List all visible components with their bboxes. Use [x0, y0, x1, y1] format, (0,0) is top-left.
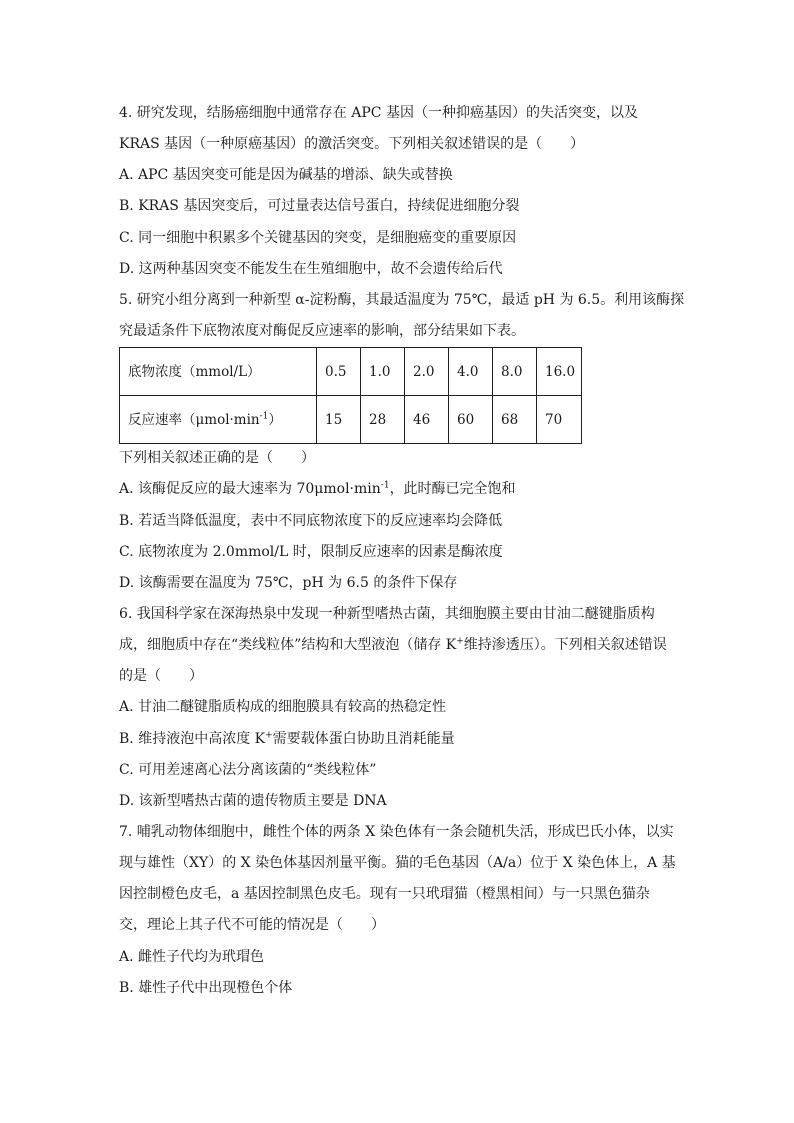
q5-option-b: B. 若适当降低温度，表中不同底物浓度下的反应速率均会降低 [119, 513, 503, 529]
q6-option-b-text: B. 维持液泡中高浓度 K [119, 731, 266, 747]
q5-option-c: C. 底物浓度为 2.0mmol/L 时，限制反应速率的因素是酶浓度 [119, 544, 503, 560]
q4-stem-line-2: KRAS 基因（一种原癌基因）的激活突变。下列相关叙述错误的是（ ） [119, 136, 585, 152]
rate-label-close: ） [268, 411, 282, 428]
q6-stem-line-3: 的是（ ） [119, 668, 203, 684]
q6-option-b-sup: + [265, 730, 273, 741]
table-cell: 68 [493, 396, 537, 444]
table-header-substrate: 底物浓度（mmol/L） [120, 348, 317, 396]
table-cell: 15 [317, 396, 361, 444]
q6-line2-tail: 维持渗透压）。下列相关叙述错误 [463, 637, 667, 653]
table-row [120, 348, 582, 396]
table-header-rate [120, 396, 317, 444]
table-cell: 1.0 [361, 348, 405, 396]
q6-option-d: D. 该新型嗜热古菌的遗传物质主要是 DNA [119, 793, 387, 809]
table-cell: 8.0 [493, 348, 537, 396]
q5-data-table [119, 347, 582, 444]
table-cell: 2.0 [405, 348, 449, 396]
rate-label-sup: -1 [259, 411, 269, 421]
q5-option-a-text: A. 该酶促反应的最大速率为 70μmol·min [119, 481, 381, 497]
q4-option-c: C. 同一细胞中积累多个关键基因的突变，是细胞癌变的重要原因 [119, 230, 517, 246]
q5-option-a-sup: -1 [380, 480, 390, 491]
q7-stem-line-4: 交，理论上其子代不可能的情况是（ ） [119, 917, 385, 933]
q7-option-a: A. 雌性子代均为玳瑁色 [119, 949, 265, 965]
table-cell: 0.5 [317, 348, 361, 396]
q6-option-c: C. 可用差速离心法分离该菌的“类线粒体” [119, 762, 377, 778]
q5-stem-line-1: 5. 研究小组分离到一种新型 α-淀粉酶，其最适温度为 75℃，最适 pH 为 6.5。利用该酶探 [119, 292, 685, 308]
q7-stem-line-3: 因控制橙色皮毛，a 基因控制黑色皮毛。现有一只玳瑁猫（橙黑相间）与一只黑色猫杂 [119, 886, 650, 902]
table-cell: 4.0 [449, 348, 493, 396]
q5-option-d: D. 该酶需要在温度为 75℃，pH 为 6.5 的条件下保存 [119, 575, 458, 591]
table-cell: 28 [361, 396, 405, 444]
q5-option-a-tail: ，此时酶已完全饱和 [389, 481, 516, 497]
q7-stem-line-1: 7. 哺乳动物体细胞中，雌性个体的两条 X 染色体有一条会随机失活，形成巴氏小体，以实 [119, 824, 674, 840]
q4-option-b: B. KRAS 基因突变后，可过量表达信号蛋白，持续促进细胞分裂 [119, 198, 520, 214]
table-cell: 16.0 [537, 348, 582, 396]
q6-stem-line-1: 6. 我国科学家在深海热泉中发现一种新型嗜热古菌，其细胞膜主要由甘油二醚键脂质构 [119, 606, 655, 622]
table-cell: 46 [405, 396, 449, 444]
q6-stem-line-2 [119, 636, 667, 654]
q4-option-d: D. 这两种基因突变不能发生在生殖细胞中，故不会遗传给后代 [119, 261, 503, 277]
table-cell: 70 [537, 396, 582, 444]
q4-option-a: A. APC 基因突变可能是因为碱基的增添、缺失或替换 [119, 167, 453, 183]
q6-option-b [119, 730, 455, 748]
q5-stem-line-2: 究最适条件下底物浓度对酶促反应速率的影响，部分结果如下表。 [119, 323, 525, 339]
q5-stem-after-table: 下列相关叙述正确的是（ ） [119, 450, 315, 466]
q6-line2-sup: + [456, 636, 464, 647]
q6-option-b-tail: 需要载体蛋白协助且消耗能量 [272, 731, 455, 747]
q6-option-a: A. 甘油二醚键脂质构成的细胞膜具有较高的热稳定性 [119, 699, 447, 715]
table-cell: 60 [449, 396, 493, 444]
q5-option-a [119, 480, 516, 498]
q7-stem-line-2: 现与雄性（XY）的 X 染色体基因剂量平衡。猫的毛色基因（A/a）位于 X 染色体上，A 基 [119, 855, 676, 871]
rate-label-text: 反应速率（μmol·min [128, 411, 260, 428]
table-row [120, 396, 582, 444]
q7-option-b: B. 雄性子代中出现橙色个体 [119, 980, 293, 996]
q6-line2-text: 成，细胞质中存在“类线粒体”结构和大型液泡（储存 K [119, 637, 457, 653]
q4-stem-line-1: 4. 研究发现，结肠癌细胞中通常存在 APC 基因（一种抑癌基因）的失活突变，以及 [119, 105, 638, 121]
